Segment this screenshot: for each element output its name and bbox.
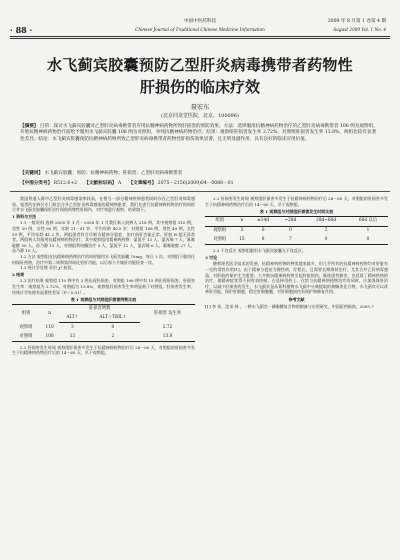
table-cell: 1: [366, 228, 370, 234]
reference-item: [1] 李 伟，沈承 林 ，一种水飞蓟宾－磷脂酸复合物的制备与应用研究，中国医药指南，2005,7: [205, 304, 374, 310]
onset-time-paragraph-cont: 2.2 肝损害发生时间 观察组肝损害多发生于抗精神病药物治疗后 28－60 天，对照组的肝损害多发生于抗精神病药物治疗后的 14－60 天，早于观察组。: [205, 196, 388, 207]
table-header: 28d~60d: [304, 216, 348, 226]
table-cell: 3: [71, 324, 74, 330]
doc-code-value: A: [117, 181, 122, 186]
table-1-caption: 表 1 观察组与对照组肝损害例数比较: [70, 297, 137, 303]
table-cell: 0: [304, 235, 348, 244]
general-data-paragraph: 1.1 一般资料 选择 2005 年 1 月－2008 年 1 月我区新入院病人 218 例，其中观察组 110 例，男性 50 例，女性 60 例，年龄 21－51 岁，平均年龄 40.5 岁；对照组 108 例，男性 49 例，女性 59 例，平均年龄 41.2 岁，两组患者符合诊断为精神分裂症，治疗前肝功能正常，肝脏 B 超无异常者。两组病人均服用抗精神病药物治疗，其中观察组用精神病药物：氯氮平 13 人，氯丙嗪 7 人，氟哌啶醇 30 人，奋乃静 15 人，对照组利培酮治疗 9 人，氯氮平 12 人，氯丙嗪 6 人，氟哌啶醇 27 人，奋乃静 10 人。: [12, 220, 195, 254]
issue-info-cn: 2009 年 8 月第 1 卷第 4 期: [327, 19, 386, 24]
header-rule: [10, 36, 390, 37]
method-paragraph: 1.2 方法 观察组在抗精神病药物治疗的同时服用水飞蓟宾胶囊 70mg，每日 3 次。对照组不服用任何保肝药物，治疗中第二周和第四周化验肝功能，以后每个月做肝功能检查一次。: [12, 253, 195, 265]
references-heading: 参考文献: [288, 296, 305, 302]
table-header: ~28d: [277, 216, 304, 226]
table-row: [205, 235, 388, 244]
section-heading-results: 2 结果: [12, 271, 25, 277]
classification-line: [20, 181, 380, 187]
table-cell: 0: [289, 228, 292, 234]
keywords-text: 水飞蓟宾胶囊；预防；抗精神病药物；肝损害；乙型肝炎病毒携带者: [44, 171, 183, 176]
abstract: [20, 124, 380, 143]
table-header: n: [235, 216, 250, 226]
table-cell: 0: [348, 235, 388, 244]
table-header: n: [40, 304, 59, 323]
author-name: 聂宏东: [190, 104, 210, 111]
journal-name-en: Chinese Journal of Traditional Chinese Medicine Information: [135, 27, 265, 32]
table-header: ALT↑: [59, 313, 85, 322]
table-cell: 7: [277, 235, 304, 244]
table-cell: 3: [240, 228, 244, 234]
article-title-line-2: 肝损伤的临床疗效: [139, 78, 260, 96]
table-row: [205, 226, 388, 235]
table-header: 组别: [205, 216, 235, 226]
table-header: 肝损害 发生率: [140, 304, 195, 323]
table-cell: 对照组: [205, 235, 235, 244]
table-row: [12, 323, 195, 332]
statistics-paragraph: 1.3 统计学处理 采用 χ² 检验。: [20, 265, 76, 271]
article-title-line-1: 水飞蓟宾胶囊预防乙型肝炎病毒携带者药物性: [46, 56, 353, 74]
table-2: [205, 216, 388, 245]
abstract-label: 【摘要】: [20, 124, 39, 129]
results-paragraph: 2.1 治疗结果 观察组 110 例中有 3 例出现肝损害，对照组 108 例中有 15 例出现肝损害。肝损害发生率：观察组为 2.72%，对照组为 13.8%，观察组肝损害发生率明显低于对照组。肝损害发生率，经统计学处理有显著性差异（P＜0.01）。: [12, 278, 195, 295]
journal-name-cn: 中国中医药科技: [183, 19, 217, 24]
intro-paragraph: 我国普通人群中乙型肝炎病毒感染率较高，在相当一部分精神疾病患者同时存在乙型肝炎病毒感染。笔者所在病区专门收治合并乙型肝炎病毒感染的精神病患者，我们在进行抗精神病药物治疗的同时合并水飞蓟宾胶囊保肝治疗预防药物性肝损伤，对疗效进行观察，结果如下。: [12, 196, 195, 213]
table-cell: 2.72: [162, 324, 173, 330]
table-row: [12, 332, 195, 341]
doc-code-label: 【文献标识码】: [84, 181, 117, 186]
page-number: · 88 ·: [10, 25, 33, 35]
table-cell: 13.8: [140, 332, 195, 341]
body-divider: [10, 191, 390, 192]
table-header: 组别: [12, 304, 40, 323]
table-header: 肝损害例数: [59, 304, 140, 313]
table-cell: 观察组: [19, 324, 33, 330]
table-header: ≤14d: [249, 216, 276, 226]
abstract-text: 目的：探讨水飞蓟宾胶囊对乙型肝炎病毒携带者应用抗精神病药物所致肝损害的预防效果。方法：选择服用抗精神病药物治疗的乙型肝炎病毒携带者 100 例为观察组，开始抗精神病药物治疗前给予服用水飞蓟宾胶囊 108 例为对照组，单纯抗精神病药物治疗。结果：观察组肝损害发生率 2.72%，对照组肝损害发生率 13.8%，两组比较有显著性差异。结论：水飞蓟宾胶囊预防抗精神病药物所致乙型肝炎病毒携带者药物性肝损伤效果显著，且无明显副作用，具有良好的临床应用价值。: [20, 124, 378, 142]
table-cell: 2: [86, 332, 140, 341]
right-column: [205, 196, 388, 312]
section-heading-methods: 1 资料与方法: [12, 213, 37, 219]
table-cell: 观察组: [213, 228, 227, 234]
table-cell: 0: [111, 324, 115, 330]
table-2-caption: 表 1 观察组与对照组肝损害发生时间比较: [259, 209, 334, 215]
table-1: [12, 304, 195, 342]
clc-label: 【中图分类号】: [20, 181, 53, 186]
table-cell: 2: [324, 228, 328, 234]
table-cell: 13: [59, 332, 85, 341]
table-cell: 15: [235, 235, 250, 244]
clc-value: R512.6+2: [53, 181, 78, 186]
table-cell: 对照组: [12, 332, 40, 341]
onset-time-paragraph: 2.2 肝损害发生时间 观察组肝损害多发生于抗精神病药物治疗后 28－60 天，对照组的肝损害多发生于抗精神病药物治疗后的 14－60 天，早于观察组。: [12, 344, 195, 356]
table-cell: 0: [261, 228, 265, 234]
keywords-label: 【关键词】: [20, 171, 43, 176]
table-cell: 110: [45, 324, 54, 330]
section-heading-discussion: 3 讨论: [205, 254, 218, 260]
article-id-label: 【文章编号】: [128, 181, 157, 186]
header-rule-thin: [10, 38, 390, 39]
keywords: [20, 171, 380, 177]
article-id-value: 2075－2156(2009)04－0088－01: [157, 181, 234, 186]
discussion-paragraph: 随着现代医学技术的发展，抗精神病药物的种类越来越多，但几乎所有的抗精神病药物均对肝脏有一定的毒性作用[1]。由于精神分裂症为慢性病，疗程长，且需要长期维持治疗，尤其合并乙肝病毒感染，对肝脏的保护尤为重要。大多数抗精神病药物引起肝脏损伤，既使患者痛苦，也延误了精神疾病的治疗，使精神症状得不到有效控制。在选择用药上，在给与抗精神病药物治疗的同时，应加强保肝治疗，以减少肝损害的发生。水飞蓟宾是从菊科植物水飞蓟中分离提取的黄酮类化合物，水飞蓟宾可以改善肝功能，保护肝细胞，稳定肝细胞膜，对肝细胞损伤有保护和修复作用。: [205, 261, 388, 295]
adverse-reaction-paragraph: 2.3 不良反应 观察组服用水飞蓟宾胶囊无不良反应。: [213, 248, 306, 254]
table-header: ALT＋TBIL↑: [86, 313, 140, 322]
issue-info-en: August 2009 Vol. 1 No. 4: [333, 27, 386, 32]
table-cell: 108: [40, 332, 59, 341]
table-header: 60d 以后: [348, 216, 388, 226]
author-affiliation: (北京同龙堂医院，北京，100096): [161, 113, 239, 119]
left-column: [12, 196, 195, 356]
table-cell: 8: [249, 235, 276, 244]
